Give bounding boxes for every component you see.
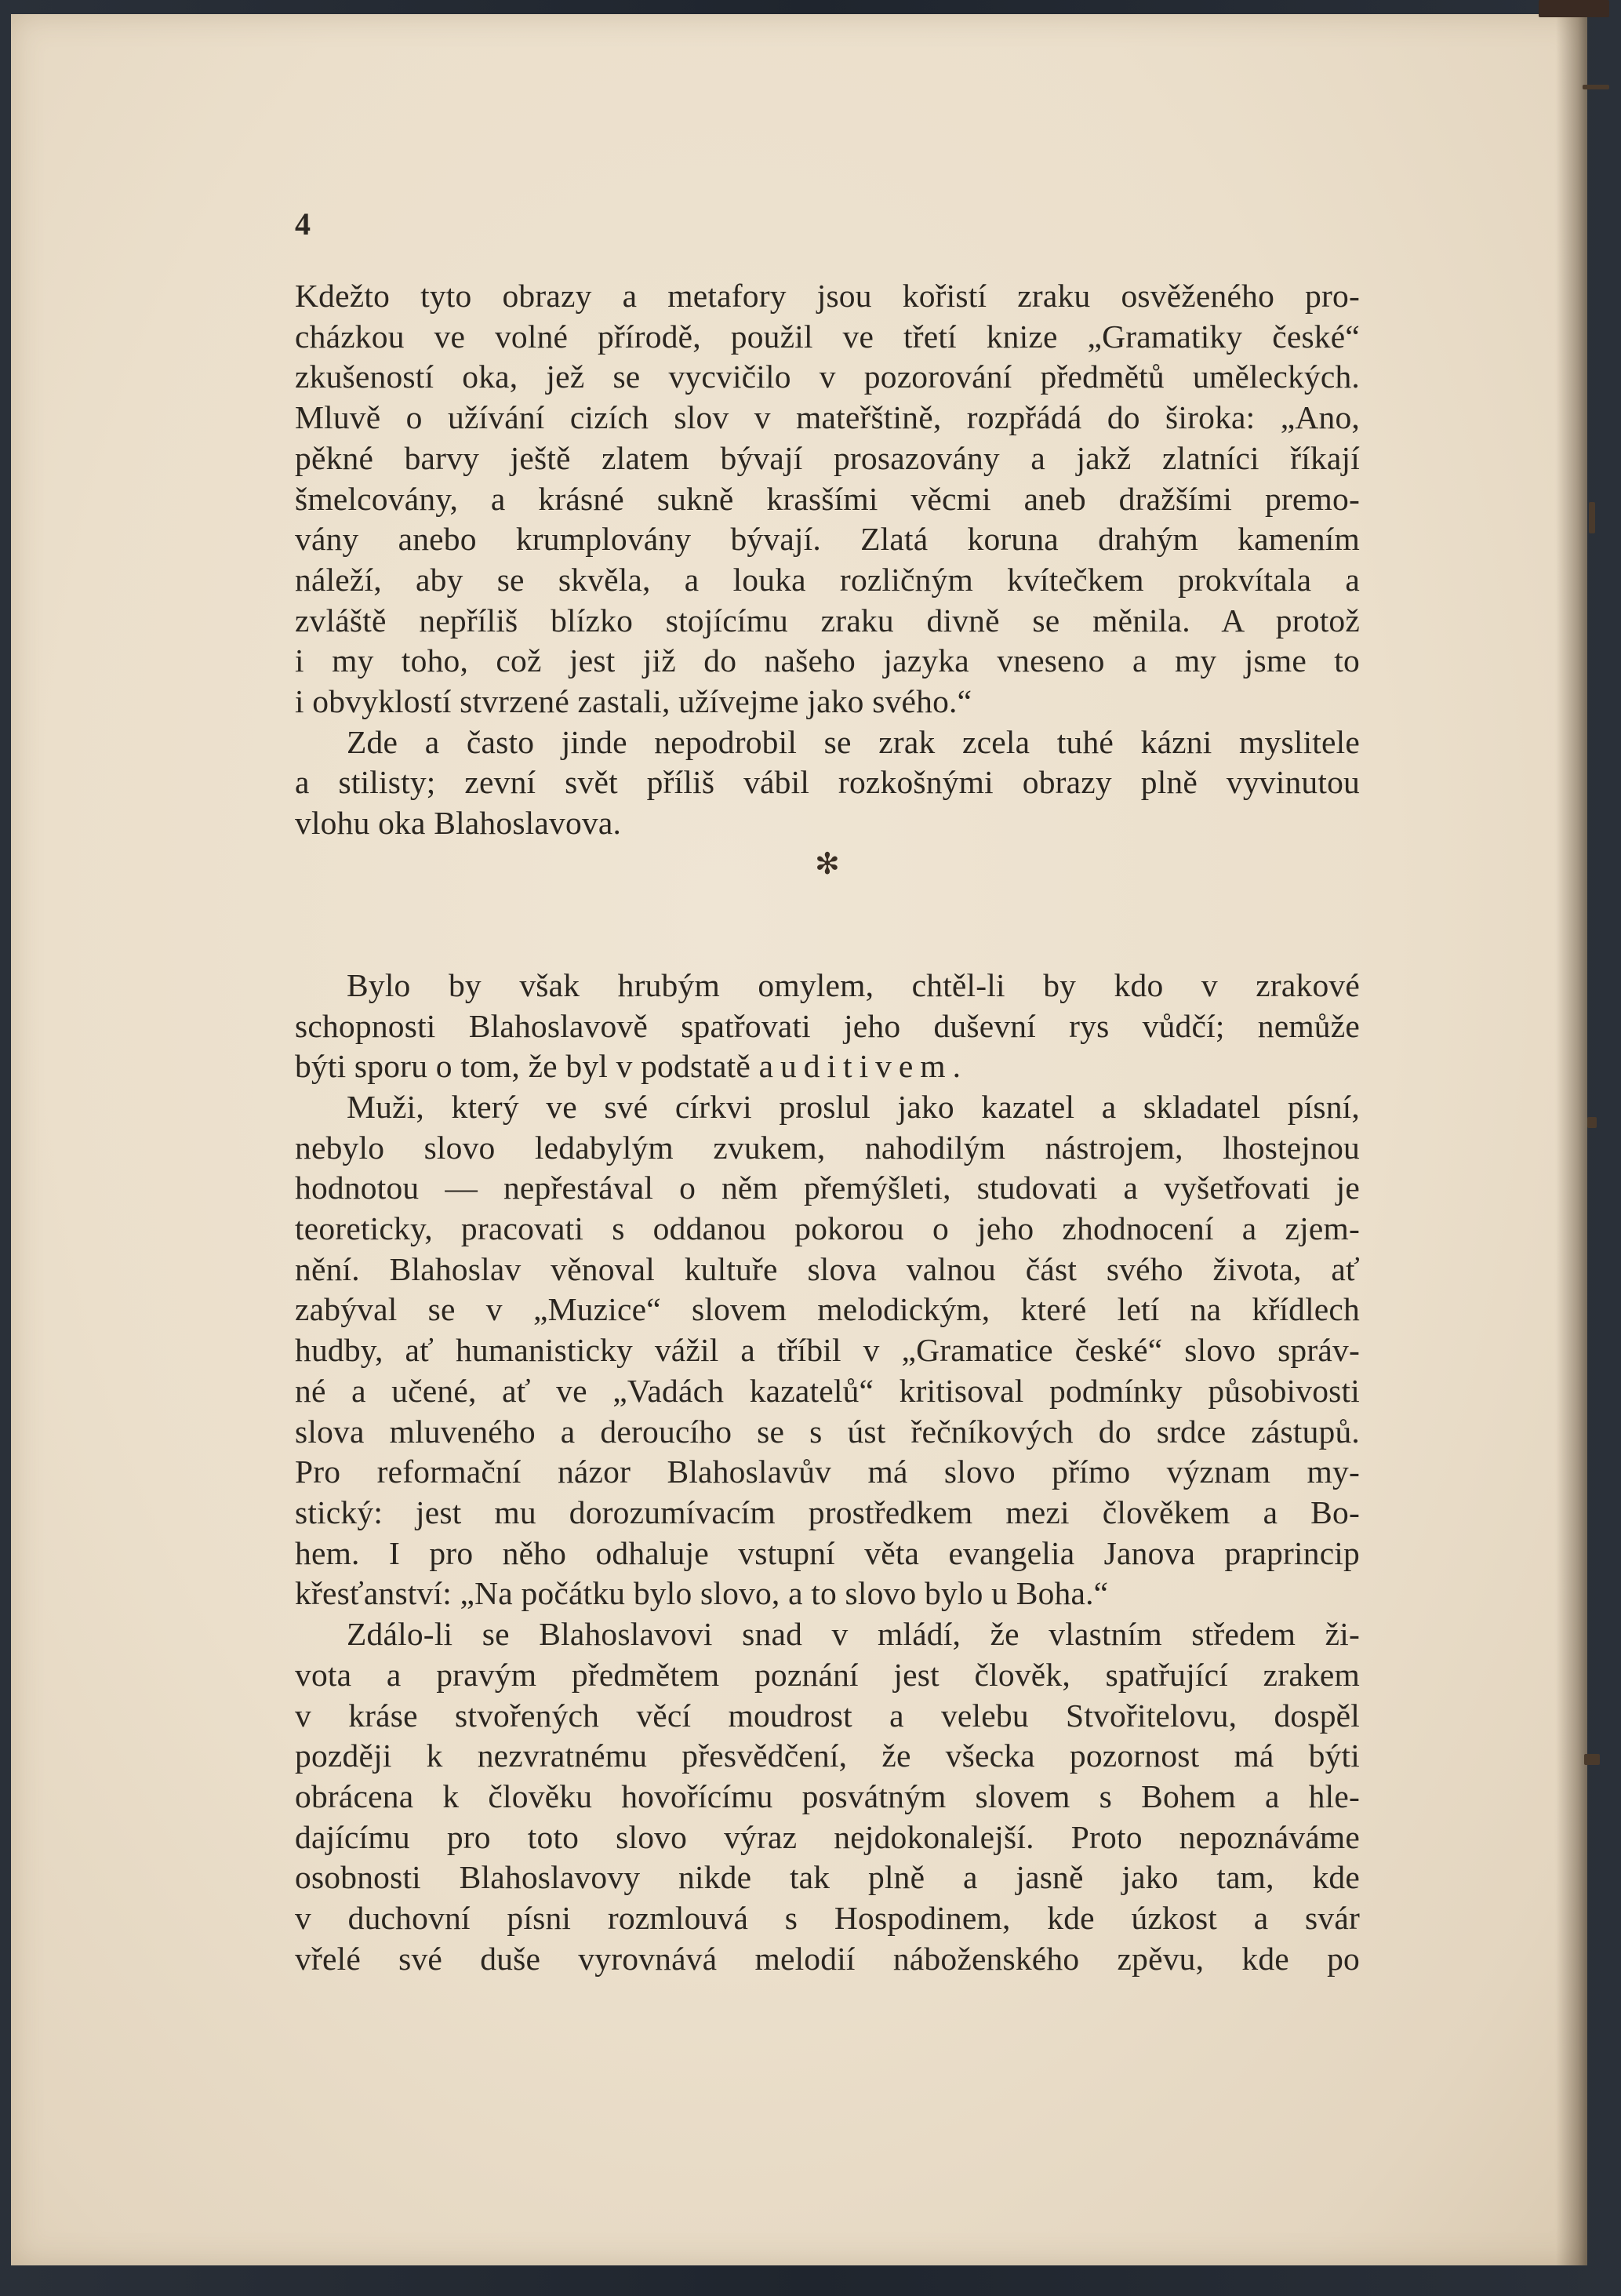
- text-line: v duchovní písni rozmlouvá s Hospodinem, kde úzkost a svár: [295, 1900, 1360, 1937]
- text-line: vlohu oka Blahoslavova.: [295, 805, 622, 842]
- text-line: né a učené, ať ve „Vadách kazatelů“ kritisoval podmínky působivosti: [295, 1372, 1360, 1409]
- paragraph-2: [295, 722, 1360, 763]
- text-line: obrácena k člověku hovořícímu posvátným slovem s Bohem a hle-: [295, 1777, 1360, 1814]
- page-edge-mark: [1583, 85, 1609, 89]
- text-line: křesťanství: „Na počátku bylo slovo, a to slovo bylo u Boha.“: [295, 1575, 1109, 1612]
- text-line: hudby, ať humanisticky vážil a tříbil v „Gramatice české“ slovo správ-: [295, 1332, 1360, 1369]
- paragraph-2-cont: [295, 762, 1360, 803]
- paragraph-5: [295, 1614, 1360, 1655]
- paragraph-3: [295, 966, 1360, 1006]
- text-line: nění. Blahoslav věnoval kultuře slova valnou část svého života, ať: [295, 1250, 1360, 1287]
- text-line: a stilisty; zevní svět příliš vábil rozkošnými obrazy plně vyvinutou: [295, 764, 1360, 801]
- paragraph-1-end: [295, 682, 1360, 722]
- text-segment: .: [952, 1048, 961, 1085]
- text-line: schopnosti Blahoslavově spatřovati jeho duševní rys vůdčí; nemůže: [295, 1007, 1360, 1044]
- text-line: nebylo slovo ledabylým zvukem, nahodilým nástrojem, lhostejnou: [295, 1129, 1360, 1166]
- paragraph-5-cont: [295, 1655, 1360, 1939]
- text-line: teoreticky, pracovati s oddanou pokorou o jeho zhodnocení a zjem-: [295, 1210, 1360, 1247]
- text-line: šmelcovány, a krásné sukně krasšími věcmi aneb dražšími premo-: [295, 480, 1360, 517]
- paragraph-3-end: [295, 1046, 1360, 1087]
- text-line: osobnosti Blahoslavovy nikde tak plně a jasně jako tam, kde: [295, 1859, 1360, 1896]
- page-edge-mark: [1589, 502, 1595, 533]
- text-line: Pro reformační názor Blahoslavův má slovo přímo význam my-: [295, 1454, 1360, 1490]
- text-line: Mluvě o užívání cizích slov v mateřštině, rozpřádá do široka: „Ano,: [295, 399, 1360, 436]
- text-line: cházkou ve volné přírodě, použil ve třetí knize „Gramatiky české“: [295, 318, 1360, 355]
- text-line: pěkné barvy ještě zlatem bývají prosazovány a jakž zlatníci říkají: [295, 439, 1360, 476]
- text-line: později k nezvratnému přesvědčení, že všecka pozornost má býti: [295, 1737, 1360, 1774]
- text-line: stický: jest mu dorozumívacím prostředkem mezi člověkem a Bo-: [295, 1494, 1360, 1530]
- text-line: Zde a často jinde nepodrobil se zrak zcela tuhé kázni myslitele: [347, 723, 1360, 760]
- text-line: vřelé své duše vyrovnává melodií náboženského zpěvu, kde po: [295, 1940, 1360, 1977]
- text-line: i my toho, což jest již do našeho jazyka vneseno a my jsme to: [295, 642, 1360, 679]
- text-line: vota a pravým předmětem poznání jest člověk, spatřující zrakem: [295, 1656, 1360, 1693]
- paragraph-3-cont: [295, 1006, 1360, 1047]
- text-line: slova mluveného a deroucího se s úst řečníkových do srdce zástupů.: [295, 1413, 1360, 1450]
- body-text: [295, 276, 1360, 1979]
- text-line: [295, 1046, 1360, 1087]
- text-line: dajícímu pro toto slovo výraz nejdokonalejší. Proto nepoznáváme: [295, 1818, 1360, 1855]
- paragraph-1: [295, 276, 1360, 682]
- page-edge-mark: [1584, 1754, 1600, 1765]
- text-line: vány anebo krumplovány bývají. Zlatá koruna drahým kamením: [295, 521, 1360, 558]
- text-line: Bylo by však hrubým omylem, chtěl-li by kdo v zrakové: [347, 966, 1360, 1003]
- paragraph-5-end: [295, 1939, 1360, 1980]
- text-line: hodnotou — nepřestával o něm přemýšleti, studovati a vyšetřovati je: [295, 1170, 1360, 1206]
- page-number: 4: [295, 206, 311, 242]
- page-edge-shadow: [1556, 14, 1587, 2265]
- paragraph-2-end: [295, 803, 1360, 844]
- text-segment: býti sporu o tom, že byl v podstatě: [295, 1048, 759, 1085]
- emphasized-word: auditivem: [758, 1048, 953, 1085]
- text-line: náleží, aby se skvěla, a louka rozličným kvítečkem prokvítala a: [295, 561, 1360, 598]
- page-edge-mark: [1587, 1117, 1597, 1128]
- text-line: Kdežto tyto obrazy a metafory jsou kořistí zraku osvěženého pro-: [295, 278, 1360, 314]
- text-line: v kráse stvořených věcí moudrost a velebu Stvořitelovu, dospěl: [295, 1697, 1360, 1734]
- paragraph-4: [295, 1087, 1360, 1128]
- text-line: Muži, který ve své církvi proslul jako kazatel a skladatel písní,: [347, 1088, 1360, 1125]
- paragraph-4-cont: [295, 1128, 1360, 1574]
- text-line: hem. I pro něho odhaluje vstupní věta evangelia Janova praprincip: [295, 1534, 1360, 1571]
- text-line: zkušeností oka, jež se vycvičilo v pozorování předmětů uměleckých.: [295, 358, 1360, 395]
- text-line: zvláště nepříliš blízko stojícímu zraku divně se měnila. A protož: [295, 602, 1360, 639]
- paragraph-4-end: [295, 1574, 1360, 1614]
- text-line: zabýval se v „Muzice“ slovem melodickým, které letí na křídlech: [295, 1291, 1360, 1328]
- text-line: i obvyklostí stvrzené zastali, užívejme jako svého.“: [295, 683, 972, 720]
- page-edge-mark: [1539, 0, 1609, 17]
- text-line: Zdálo-li se Blahoslavovi snad v mládí, že vlastním středem ži-: [347, 1616, 1360, 1653]
- section-ornament: ✻: [814, 847, 841, 881]
